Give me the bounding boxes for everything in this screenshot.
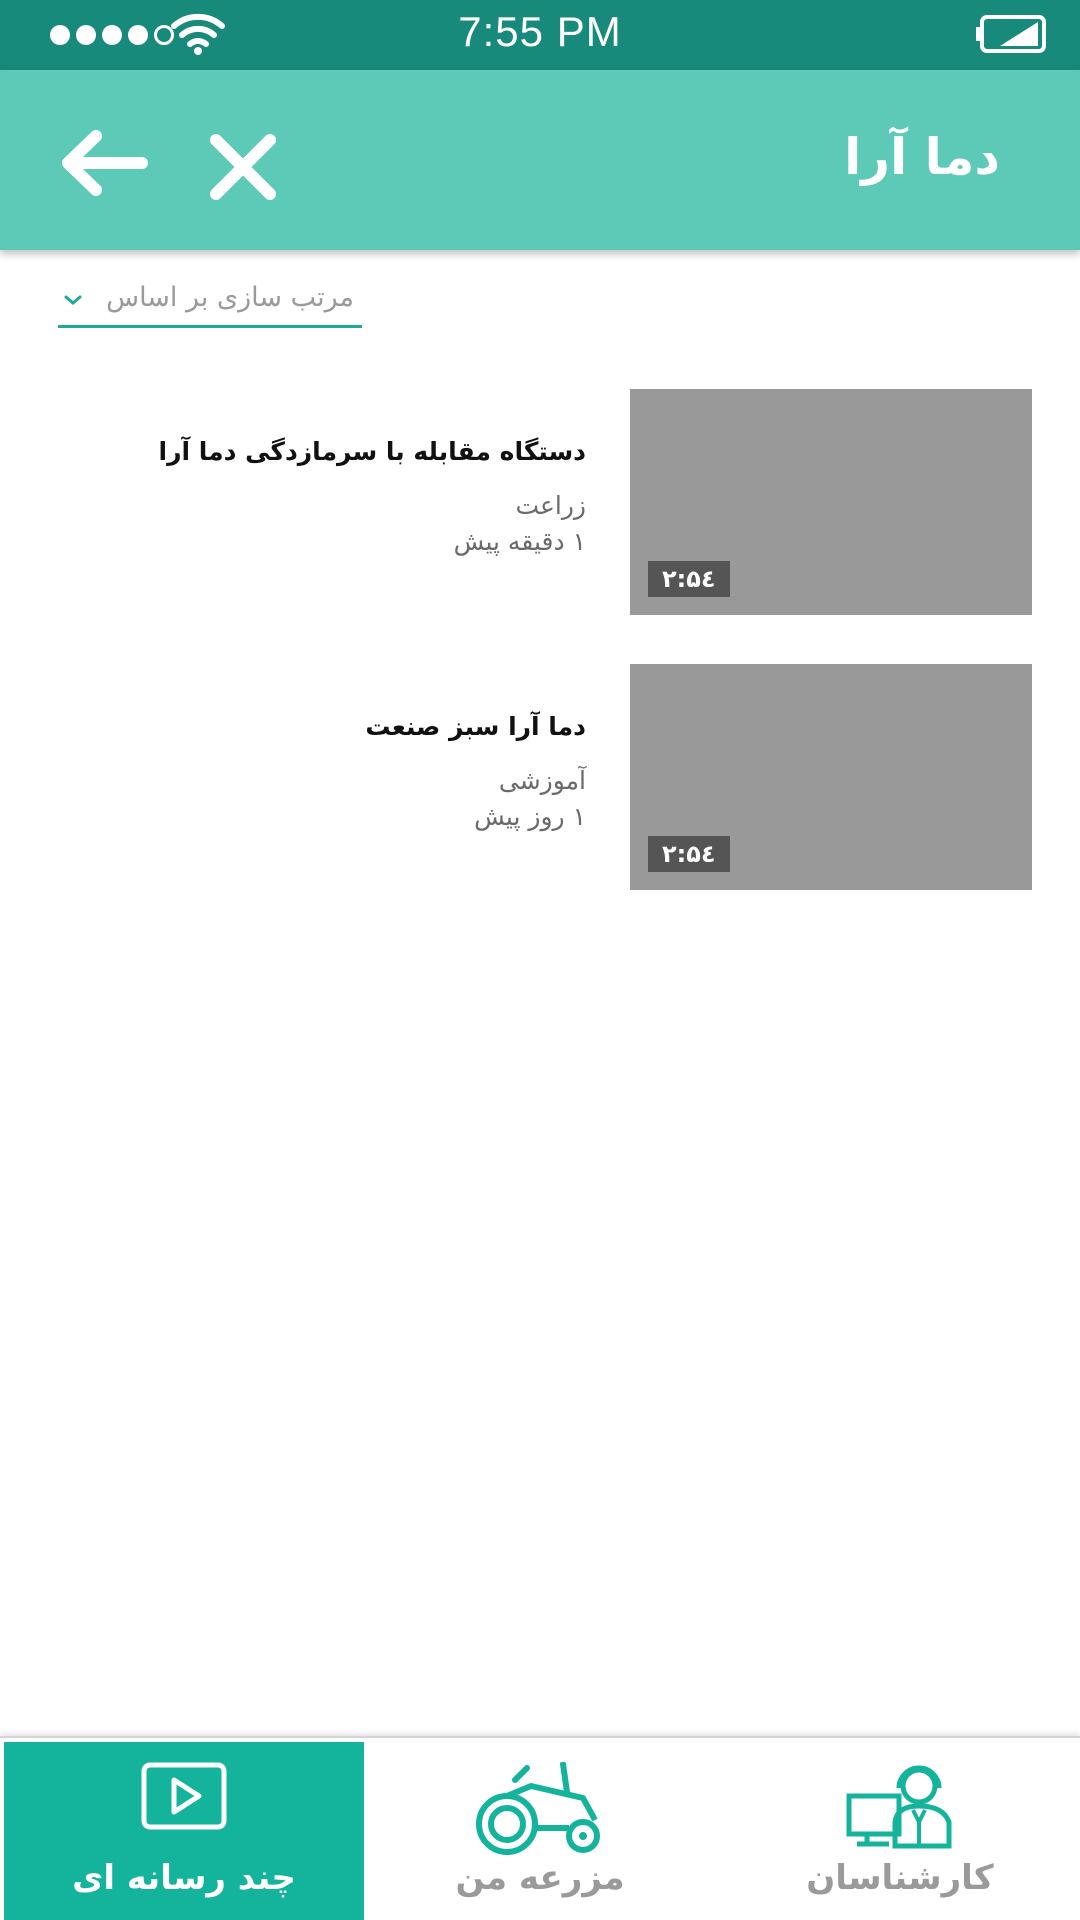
bottom-navigation xyxy=(0,1736,1080,1920)
video-title[interactable]: دما آرا سبز صنعت xyxy=(365,712,586,741)
arrow-left-icon xyxy=(58,128,148,198)
video-category: زراعت xyxy=(515,491,586,520)
nav-label: چند رسانه ای xyxy=(72,1858,296,1898)
battery-icon xyxy=(976,14,1048,54)
nav-tab-my-farm[interactable] xyxy=(360,1742,720,1920)
close-button[interactable] xyxy=(208,132,278,202)
sort-dropdown[interactable] xyxy=(58,280,362,328)
video-duration: ۲:۵٤ xyxy=(648,836,730,872)
status-time: 7:55 PM xyxy=(458,8,622,55)
video-thumbnail[interactable] xyxy=(630,664,1032,890)
video-time-ago: ۱ دقیقه پیش xyxy=(453,527,586,556)
tractor-icon xyxy=(475,1762,605,1862)
video-category: آموزشی xyxy=(498,766,586,795)
close-icon xyxy=(208,132,278,202)
status-bar xyxy=(0,0,1080,70)
play-icon xyxy=(141,1762,227,1830)
page-title: دما آرا xyxy=(844,128,1000,186)
back-button[interactable] xyxy=(58,128,148,198)
video-list-item[interactable] xyxy=(0,389,1080,615)
app-bar xyxy=(0,70,1080,250)
nav-tab-multimedia[interactable] xyxy=(4,1742,364,1920)
video-title[interactable]: دستگاه مقابله با سرمازدگی دما آرا xyxy=(158,437,586,466)
video-time-ago: ۱ روز پیش xyxy=(474,802,586,831)
nav-label: مزرعه من xyxy=(455,1858,625,1898)
nav-tab-experts[interactable] xyxy=(720,1742,1080,1920)
sort-label: مرتب سازی بر اساس xyxy=(106,282,354,313)
expert-icon xyxy=(845,1762,955,1850)
nav-label: کارشناسان xyxy=(806,1858,994,1898)
video-list-item[interactable] xyxy=(0,664,1080,890)
video-thumbnail[interactable] xyxy=(630,389,1032,615)
video-duration: ۲:۵٤ xyxy=(648,561,730,597)
chevron-down-icon xyxy=(64,294,82,306)
